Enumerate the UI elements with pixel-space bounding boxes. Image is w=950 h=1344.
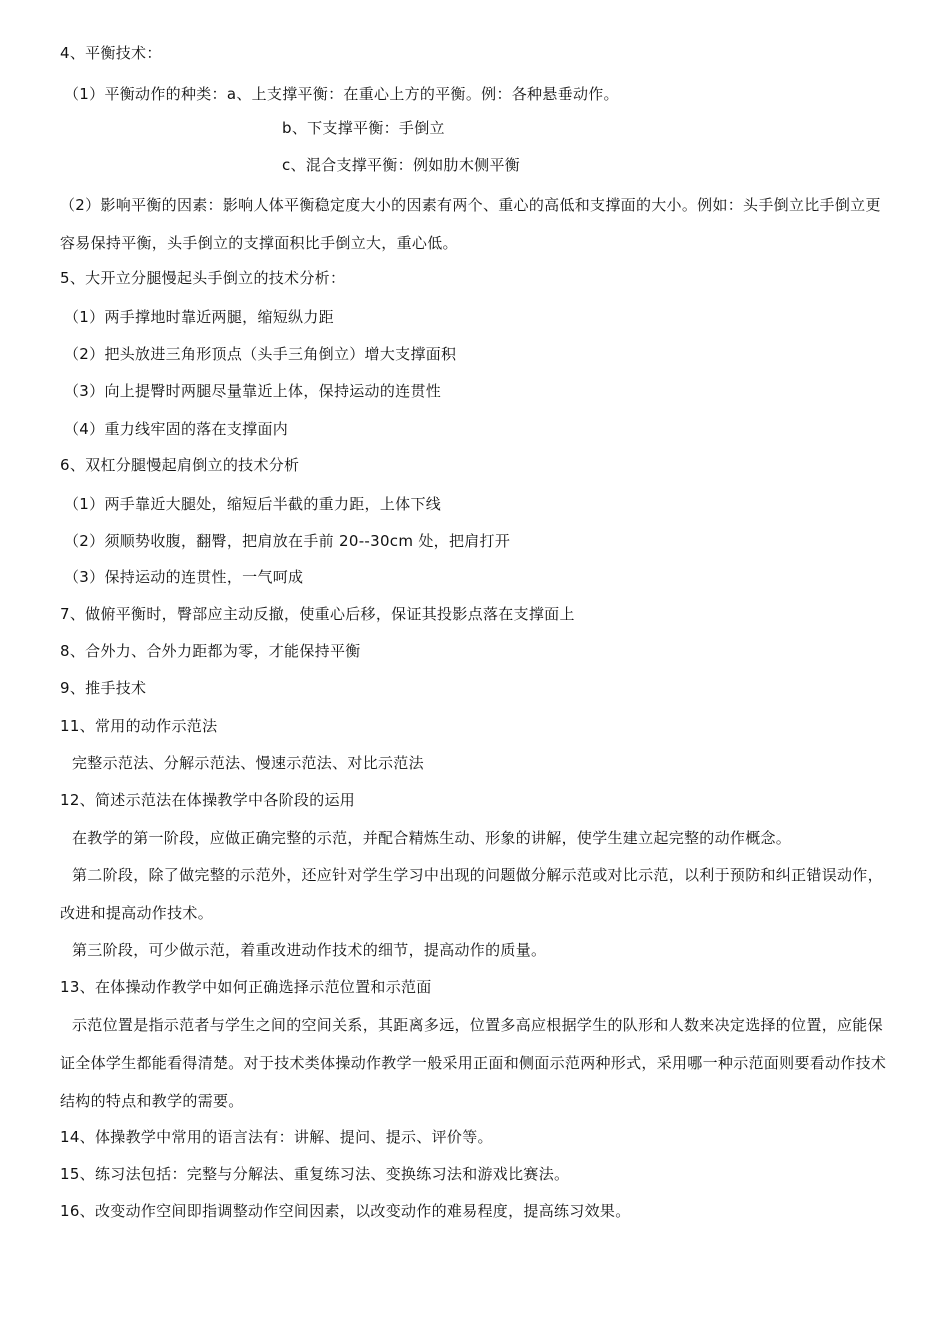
headstand-point-3: （3）向上提臀时两腿尽量靠近上体，保持运动的连贯性 bbox=[64, 382, 442, 400]
balance-factors-paragraph: （2）影响平衡的因素：影响人体平衡稳定度大小的因素有两个、重心的高低和支撑面的大小。例如：头手倒立比手倒立更容易保持平衡，头手倒立的支撑面积比手倒立大，重心低。 bbox=[60, 196, 881, 252]
stage-one-paragraph: 在教学的第一阶段，应做正确完整的示范，并配合精炼生动、形象的讲解，使学生建立起完整的动作概念。 bbox=[72, 829, 792, 847]
heading-demonstration-position: 13、在体操动作教学中如何正确选择示范位置和示范面 bbox=[60, 978, 432, 996]
heading-balance-technique: 4、平衡技术： bbox=[60, 44, 162, 62]
item-9: 9、推手技术 bbox=[60, 679, 147, 697]
shoulder-stand-point-3: （3）保持运动的连贯性，一气呵成 bbox=[64, 568, 304, 586]
item-14: 14、体操教学中常用的语言法有：讲解、提问、提示、评价等。 bbox=[60, 1128, 493, 1146]
shoulder-stand-point-1: （1）两手靠近大腿处，缩短后半截的重力距，上体下线 bbox=[64, 495, 442, 513]
stage-two-paragraph: 第二阶段，除了做完整的示范外，还应针对学生学习中出现的问题做分解示范或对比示范，以利于预防和纠正错误动作，改进和提高动作技术。 bbox=[60, 866, 883, 922]
headstand-point-1: （1）两手撑地时靠近两腿，缩短纵力距 bbox=[64, 308, 334, 326]
headstand-point-4: （4）重力线牢固的落在支撑面内 bbox=[64, 420, 289, 438]
balance-types-c: c、混合支撑平衡：例如肋木侧平衡 bbox=[282, 156, 521, 174]
heading-headstand-analysis: 5、大开立分腿慢起头手倒立的技术分析： bbox=[60, 269, 346, 287]
item-16: 16、改变动作空间即指调整动作空间因素，以改变动作的难易程度，提高练习效果。 bbox=[60, 1202, 631, 1220]
shoulder-stand-point-2: （2）须顺势收腹，翻臀，把肩放在手前 20--30cm 处，把肩打开 bbox=[64, 532, 511, 550]
demonstration-position-paragraph: 示范位置是指示范者与学生之间的空间关系，其距离多远，位置多高应根据学生的队形和人数来决定选择的位置，应能保证全体学生都能看得清楚。对于技术类体操动作教学一般采用正面和侧面示范两种形式，采用哪一种示范面则要看动作技术结构的特点和教学的需要。 bbox=[60, 1016, 887, 1110]
item-15: 15、练习法包括：完整与分解法、重复练习法、变换练习法和游戏比赛法。 bbox=[60, 1165, 570, 1183]
balance-types-b: b、下支撑平衡：手倒立 bbox=[282, 119, 445, 137]
heading-shoulder-stand-analysis: 6、双杠分腿慢起肩倒立的技术分析 bbox=[60, 456, 300, 474]
balance-types-a: （1）平衡动作的种类：a、上支撑平衡：在重心上方的平衡。例：各种悬垂动作。 bbox=[64, 85, 619, 103]
heading-demonstration-methods: 11、常用的动作示范法 bbox=[60, 717, 218, 735]
item-8: 8、合外力、合外力距都为零，才能保持平衡 bbox=[60, 642, 361, 660]
stage-three-paragraph: 第三阶段，可少做示范，着重改进动作技术的细节，提高动作的质量。 bbox=[72, 941, 547, 959]
demonstration-methods-list: 完整示范法、分解示范法、慢速示范法、对比示范法 bbox=[72, 754, 424, 772]
headstand-point-2: （2）把头放进三角形顶点（头手三角倒立）增大支撑面积 bbox=[64, 345, 457, 363]
heading-demonstration-stages: 12、简述示范法在体操教学中各阶段的运用 bbox=[60, 791, 356, 809]
item-7: 7、做俯平衡时，臀部应主动反撤，使重心后移，保证其投影点落在支撑面上 bbox=[60, 605, 575, 623]
